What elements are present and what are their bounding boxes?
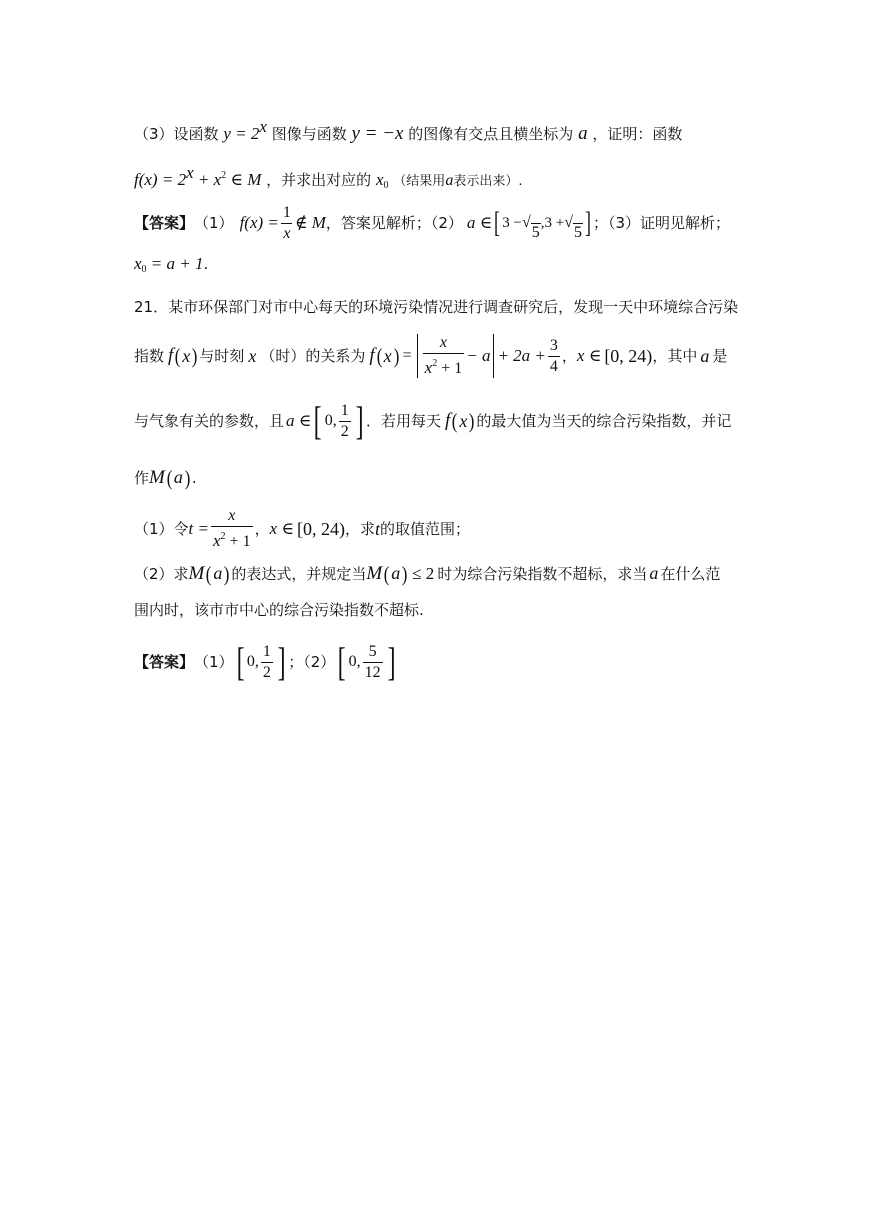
- fx: f(x) =: [239, 213, 279, 232]
- part3-mid1: 图像与函数: [271, 125, 347, 143]
- zero-comma: 0,: [324, 412, 337, 429]
- answer-text1: ，答案见解析；（2）: [325, 214, 463, 232]
- plus-2a: + 2a +: [497, 346, 546, 365]
- fraction-numerator: x: [228, 507, 236, 524]
- answer20-line2: [134, 253, 208, 281]
- q21-p1-end: 的取值范围；: [380, 520, 471, 538]
- q21-l4-pre: 作: [134, 469, 150, 487]
- q21-line4: [134, 466, 197, 489]
- den-x: x: [424, 358, 433, 377]
- var-a: a: [173, 467, 183, 487]
- fraction-x-over-x2p1: [423, 334, 465, 378]
- fraction-numerator: 1: [282, 203, 291, 221]
- x: x: [248, 346, 257, 366]
- x0-sub: 0: [383, 180, 389, 191]
- f: f: [369, 345, 375, 366]
- fraction-1-2: [339, 402, 351, 441]
- f: f: [168, 345, 174, 366]
- fraction-denominator: 12: [364, 663, 381, 681]
- fraction-numerator: 1: [262, 642, 271, 660]
- var-a: a: [213, 563, 223, 583]
- radicand: 5: [574, 224, 583, 241]
- paren-close: ): [401, 562, 408, 586]
- t-eq: t =: [188, 519, 209, 538]
- exp-x: x: [259, 117, 267, 136]
- left-bracket: [: [236, 639, 245, 684]
- paren-close: ): [393, 344, 399, 368]
- zero-comma: 0,: [348, 653, 361, 670]
- den-rest: + 1: [437, 360, 463, 377]
- fraction-numerator: 1: [340, 401, 349, 419]
- fraction-x-over-x2p1: [211, 507, 253, 551]
- paren-note-end: 表示出来）.: [453, 174, 523, 189]
- left-bracket: [: [494, 206, 501, 239]
- den-rest: + 1: [225, 533, 251, 550]
- den-exp: 2: [220, 531, 226, 542]
- answer-p1: （1）: [194, 214, 234, 232]
- paren-open: (: [206, 562, 212, 586]
- q21-l2-end: ，其中: [652, 347, 698, 365]
- var-a: a: [700, 346, 710, 366]
- x: x: [459, 411, 468, 431]
- q21-p2-mid2: 时为综合污染指数不超标，求当: [437, 565, 648, 583]
- y-neg-x: y = −x: [351, 123, 404, 144]
- paren-close: ): [191, 344, 198, 368]
- q21-l3-mid: ．若用每天: [366, 412, 442, 430]
- part3-line1: [134, 116, 682, 145]
- fraction-1-over-x: [281, 204, 293, 243]
- answer-label: 【答案】: [134, 214, 195, 232]
- M: M: [149, 467, 165, 488]
- fraction-denominator: x: [283, 224, 291, 242]
- var-a: a: [578, 123, 588, 144]
- answer21: [134, 639, 398, 685]
- answer20: [134, 205, 730, 241]
- x0-sub: 0: [141, 264, 147, 275]
- left-bracket: [: [314, 398, 323, 443]
- q21-part2: [134, 562, 720, 585]
- paren-open: (: [174, 344, 181, 368]
- fraction-numerator: 5: [368, 642, 377, 660]
- q21-l3-pre: 与气象有关的参数，且: [134, 412, 285, 430]
- radical-sign-icon: √: [521, 214, 531, 231]
- fraction-5-12: [363, 643, 383, 682]
- x0-value: = a + 1: [146, 254, 204, 273]
- q21-p1-mid: ，求: [344, 520, 375, 538]
- part3-line2-mid: ，并求出对应的: [266, 171, 372, 189]
- left-bracket: [: [337, 639, 346, 684]
- a-in: a ∈: [466, 213, 493, 232]
- part3-end: ，证明：函数: [592, 125, 683, 143]
- part3-line2: [134, 162, 522, 197]
- q21-part1: [134, 507, 470, 551]
- answer-text2: ；（3）证明见解析；: [593, 214, 731, 232]
- x: x: [182, 346, 191, 366]
- q21-line3: [134, 396, 731, 446]
- q21-l2-mid: 与时刻: [199, 347, 245, 365]
- period: .: [191, 469, 197, 487]
- minus-a: − a: [466, 346, 491, 365]
- paren-open: (: [376, 344, 382, 368]
- q21-l2-end2: 是: [712, 347, 728, 365]
- q21-line2: [134, 333, 727, 379]
- den-x: x: [213, 531, 221, 550]
- right-bracket: ]: [585, 206, 592, 239]
- q21-p2-mid: 的表达式，并规定当: [231, 565, 367, 583]
- fraction-numerator: 3: [549, 336, 558, 354]
- part3-label: （3）设函数: [134, 125, 219, 143]
- var-a: a: [445, 172, 454, 189]
- var-a: a: [649, 563, 659, 583]
- in-m: ∈ M: [226, 170, 262, 189]
- den-exp: 2: [432, 358, 438, 369]
- exp-x: x: [186, 163, 194, 182]
- interval-low: 3 −: [502, 215, 522, 231]
- le-2: ≤ 2: [412, 564, 435, 583]
- plus-x: + x: [193, 170, 222, 189]
- paren-open: (: [166, 466, 173, 490]
- fx-def: f(x) = 2: [134, 170, 187, 189]
- abs-bar-right: [493, 334, 494, 378]
- paren-close: ): [224, 562, 230, 586]
- comma: ，: [254, 520, 270, 538]
- fraction-numerator: x: [439, 334, 447, 351]
- q21-p2-label: （2）求: [134, 565, 189, 583]
- answer-p1: （1）: [194, 653, 234, 671]
- exp-2: 2: [221, 170, 227, 181]
- fraction-denominator: 2: [262, 663, 271, 681]
- answer-sep: ；（2）: [288, 653, 336, 671]
- not-in-m: ∉ M: [294, 213, 326, 232]
- radical-sign-icon: √: [564, 214, 574, 231]
- q21-l2-pre: 指数: [134, 347, 165, 365]
- paren-open: (: [383, 562, 390, 586]
- paren-close: ): [184, 466, 191, 490]
- fraction-3-4: [548, 337, 560, 376]
- answer-label: 【答案】: [134, 653, 195, 671]
- q21-l2-mid2: （时）的关系为: [260, 347, 366, 365]
- fraction-denominator: 2: [340, 422, 349, 440]
- var-a: a: [391, 563, 401, 583]
- paren-open: (: [452, 409, 458, 433]
- sqrt-5: [522, 205, 541, 241]
- q21-l3-end: 的最大值为当天的综合污染指数，并记: [476, 412, 732, 430]
- right-bracket: ]: [387, 639, 396, 684]
- right-bracket: ]: [277, 639, 286, 684]
- x: x: [383, 346, 392, 366]
- q21-part2-line2: 围内时，该市市中心的综合污染指数不超标.: [134, 601, 424, 619]
- f: f: [445, 410, 451, 431]
- var-t: t: [375, 519, 381, 539]
- period: .: [203, 255, 209, 273]
- interval-0-24: [0, 24): [296, 519, 345, 539]
- x0: x: [375, 170, 384, 189]
- radicand: 5: [531, 224, 540, 241]
- part3-mid2: 的图像有交点且横坐标为: [408, 125, 574, 143]
- q21-p1-label: （1）令: [134, 520, 189, 538]
- x-in: x ∈: [269, 519, 294, 538]
- x0: x: [134, 254, 142, 273]
- abs-bar-left: [417, 334, 418, 378]
- y-eq-2: y = 2: [223, 124, 260, 143]
- fraction-denominator: [423, 353, 465, 378]
- fraction-1-2: [261, 643, 273, 682]
- q21-line1: 21．某市环保部门对市中心每天的环境污染情况进行调查研究后，发现一天中环境综合污染: [134, 298, 739, 316]
- interval-comma: ,3 +: [540, 215, 565, 231]
- zero-comma: 0,: [246, 653, 259, 670]
- equals: =: [402, 347, 412, 364]
- M: M: [188, 563, 205, 584]
- paren-close: ): [469, 409, 475, 433]
- fraction-denominator: [211, 526, 253, 551]
- M: M: [366, 563, 383, 584]
- a-in: a ∈: [286, 411, 312, 430]
- paren-note: （结果用: [393, 174, 446, 189]
- sqrt-5: [564, 205, 583, 241]
- q21-p2-end: 在什么范: [660, 565, 721, 583]
- fraction-denominator: 4: [549, 357, 558, 375]
- x-in: x ∈: [576, 346, 602, 365]
- interval-0-24: [0, 24): [604, 346, 653, 366]
- right-bracket: ]: [355, 398, 364, 443]
- comma: ，: [561, 347, 577, 365]
